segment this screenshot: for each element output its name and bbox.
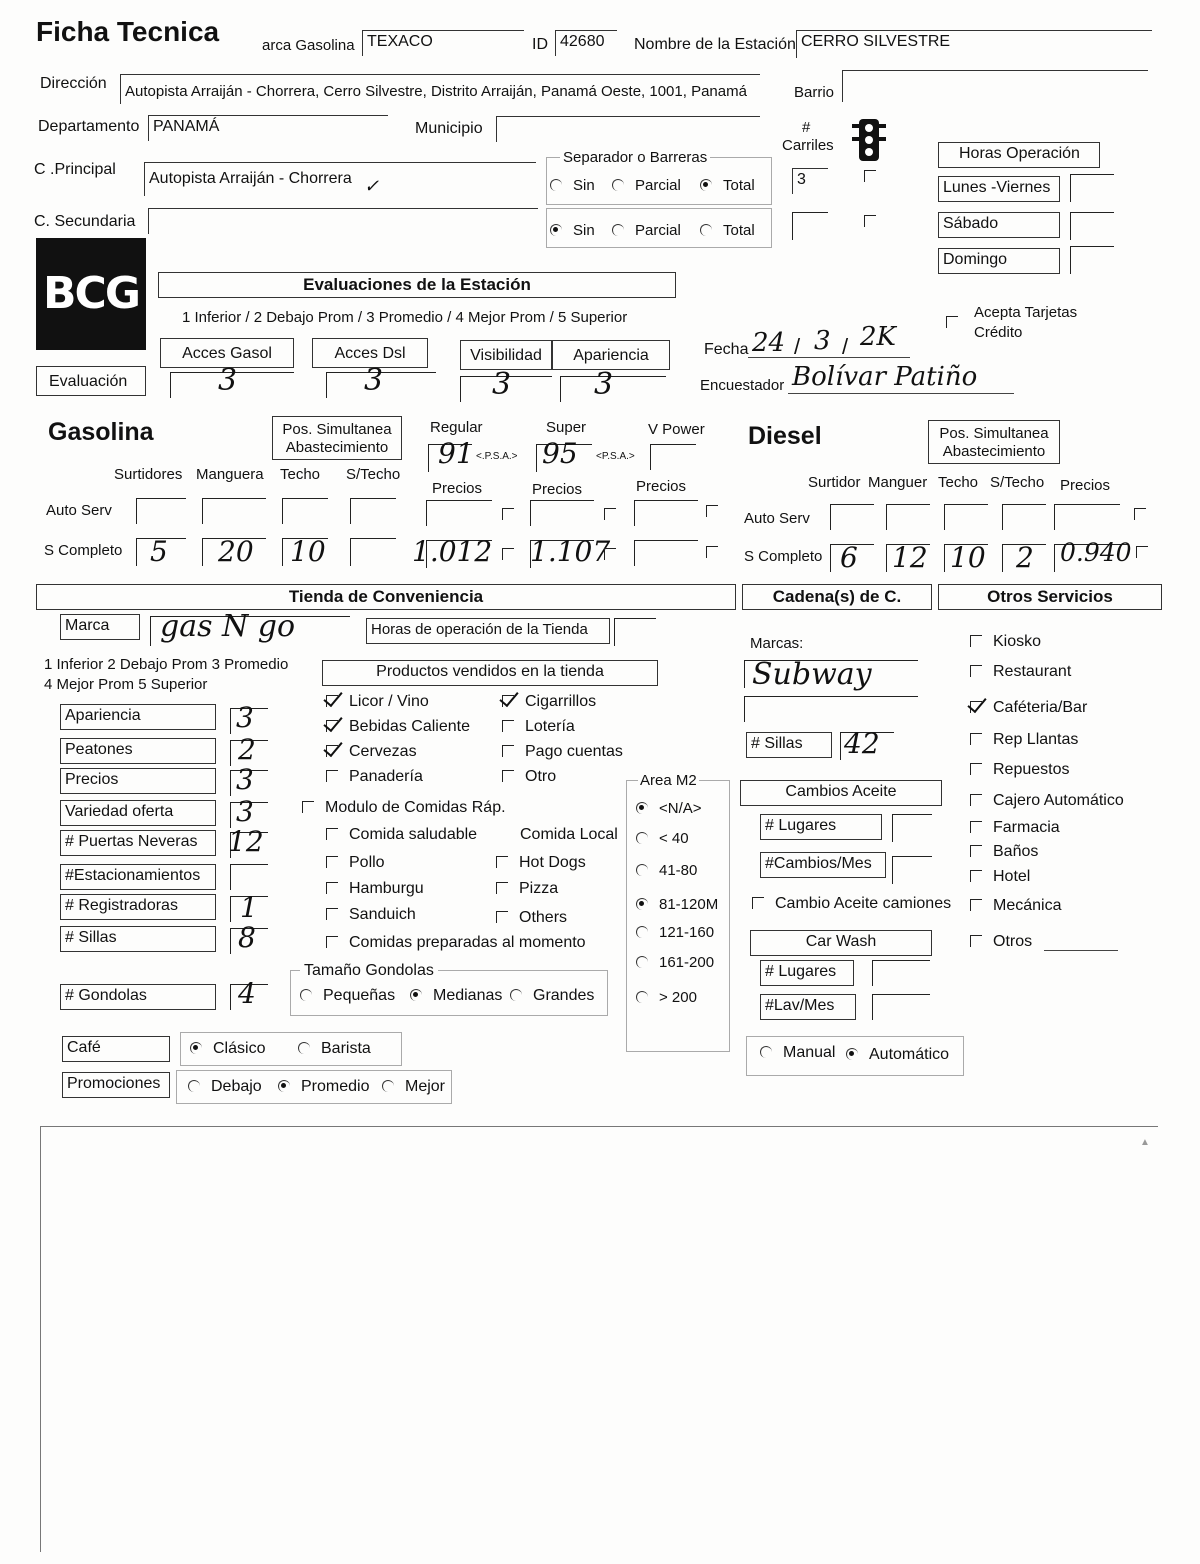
carriles-checkbox-2[interactable] xyxy=(864,215,876,227)
calle-secundaria-label: C. Secundaria xyxy=(34,213,136,230)
area-81-120[interactable]: 81-120M xyxy=(636,897,718,912)
precios-label-vpower: Precios xyxy=(636,478,687,495)
gas-sc-manguera-value: 20 xyxy=(218,535,254,568)
aceite-lugares-field[interactable] xyxy=(892,814,932,842)
producto-cervezas[interactable]: Cervezas xyxy=(326,744,417,760)
gas-sc-precio-super-value: 1.107 xyxy=(530,535,611,568)
promo-promedio[interactable]: Promedio xyxy=(278,1079,369,1095)
servicio-rep-llantas[interactable]: Rep Llantas xyxy=(970,732,1078,748)
precios-label-regular: Precios xyxy=(432,480,483,497)
acepta-tarjetas-label: Acepta Tarjetas xyxy=(974,304,1078,321)
acces-gasol-label: Acces Gasol xyxy=(160,338,294,368)
carwash-lav-field[interactable] xyxy=(872,994,930,1020)
super-label: Super xyxy=(546,419,587,436)
rating-value-sillas: 8 xyxy=(238,921,256,954)
rating-value-peatones: 2 xyxy=(238,733,256,766)
calle-principal-field[interactable]: Autopista Arraiján - Chorrera xyxy=(144,162,536,196)
fecha-slash-1: / xyxy=(794,334,801,359)
tamano-gondolas-title: Tamaño Gondolas xyxy=(300,963,438,979)
producto-otro[interactable]: Otro xyxy=(502,769,556,785)
gas-sc-precio-vpower[interactable] xyxy=(634,540,698,566)
acces-dsl-label: Acces Dsl xyxy=(312,338,428,368)
area-lt40[interactable]: < 40 xyxy=(636,831,689,846)
rating-label-estacionamientos: #Estacionamientos xyxy=(60,864,216,890)
carriles-field[interactable]: 3 xyxy=(792,168,828,194)
cadena-marcas-value: Subway xyxy=(752,657,872,692)
calle-secundaria-field[interactable] xyxy=(148,208,538,234)
horas-operacion-title: Horas Operación xyxy=(938,142,1100,168)
horas-tienda-field[interactable] xyxy=(614,618,656,646)
scroll-up-icon[interactable]: ▲ xyxy=(1140,1137,1150,1148)
cadena-sillas-label: # Sillas xyxy=(746,732,832,758)
servicio-mecanica[interactable]: Mecánica xyxy=(970,898,1061,914)
diesel-pos-line2: Abastecimiento xyxy=(942,443,1046,460)
servicio-repuestos[interactable]: Repuestos xyxy=(970,762,1070,778)
municipio-field[interactable] xyxy=(496,116,760,142)
marca-gasolina-label: arca Gasolina xyxy=(262,37,355,54)
comida-saludable[interactable]: Comida saludable xyxy=(326,827,477,843)
lunes-viernes-label: Lunes -Viernes xyxy=(938,176,1060,202)
gas-auto-serv-label: Auto Serv xyxy=(46,502,112,519)
gondolas-value: 4 xyxy=(238,977,256,1010)
gondolas-label: # Gondolas xyxy=(60,984,216,1010)
comida-pizza[interactable]: Pizza xyxy=(496,881,558,897)
page-title: Ficha Tecnica xyxy=(36,16,220,47)
comida-hamburgu[interactable]: Hamburgu xyxy=(326,881,424,897)
acces-dsl-value: 3 xyxy=(364,363,384,398)
apariencia-eval-value: 3 xyxy=(594,367,614,402)
evaluacion-label: Evaluación xyxy=(36,366,146,396)
horas-tienda-label: Horas de operación de la Tienda xyxy=(366,618,610,644)
gas-as-techo[interactable] xyxy=(282,498,328,524)
regular-octane-value: 91 xyxy=(438,437,474,470)
separador-sin-1[interactable]: Sin xyxy=(550,178,595,193)
surtidores-label: Surtidores xyxy=(114,466,183,483)
gas-as-precio-vpower[interactable] xyxy=(634,500,698,526)
carwash-lugares-field[interactable] xyxy=(872,960,930,986)
diesel-as-precio[interactable] xyxy=(1054,504,1120,530)
regular-label: Regular xyxy=(430,419,483,436)
gas-as-surtidores[interactable] xyxy=(136,498,186,524)
gas-s-completo-label: S Completo xyxy=(44,542,123,559)
diesel-as-manguer[interactable] xyxy=(886,504,930,530)
departamento-field[interactable]: PANAMÁ xyxy=(148,115,388,141)
lunes-viernes-field[interactable] xyxy=(1070,174,1114,202)
municipio-label: Municipio xyxy=(415,120,483,137)
rating-label-precios: Precios xyxy=(60,768,216,794)
barrio-label: Barrio xyxy=(794,84,835,101)
gas-as-vpower-check[interactable] xyxy=(706,505,718,517)
modulo-comidas-checkbox[interactable]: Modulo de Comidas Ráp. xyxy=(302,800,506,816)
gas-sc-regular-check[interactable] xyxy=(502,548,514,560)
gas-as-super-check[interactable] xyxy=(604,508,616,520)
promo-mejor[interactable]: Mejor xyxy=(382,1079,445,1095)
separador-parcial-2[interactable]: Parcial xyxy=(612,223,681,238)
bcg-logo: BCG xyxy=(36,238,146,350)
servicio-cafeteria[interactable]: Caféteria/Bar xyxy=(970,700,1087,716)
vpower-octane-field[interactable] xyxy=(650,444,696,470)
separador-parcial-1[interactable]: Parcial xyxy=(612,178,681,193)
marca-gasolina-field[interactable]: TEXACO xyxy=(362,30,524,56)
rating-label-sillas: # Sillas xyxy=(60,926,216,952)
manguera-label: Manguera xyxy=(196,466,264,483)
servicio-otros[interactable]: Otros xyxy=(970,934,1032,950)
rating-value-puertas: 12 xyxy=(228,825,264,858)
direccion-label: Dirección xyxy=(40,75,107,92)
encuestador-value: Bolívar Patiño xyxy=(792,362,978,392)
cadena-marcas-label: Marcas: xyxy=(750,635,804,652)
station-name-label: Nombre de la Estación xyxy=(634,36,796,53)
fecha-dia: 24 xyxy=(752,328,786,358)
area-161-200[interactable]: 161-200 xyxy=(636,955,714,970)
producto-cigarrillos[interactable]: Cigarrillos xyxy=(502,694,596,710)
departamento-label: Departamento xyxy=(38,118,140,135)
apariencia-eval-label: Apariencia xyxy=(552,340,670,370)
rating-value-precios: 3 xyxy=(236,763,254,796)
encuestador-line xyxy=(788,393,1014,394)
comida-local-label: Comida Local xyxy=(520,826,618,843)
techo-label: Techo xyxy=(280,466,321,483)
acepta-tarjetas-checkbox[interactable] xyxy=(946,316,958,328)
gas-sc-surtidores-value: 5 xyxy=(150,535,168,568)
aceite-cambios-label: #Cambios/Mes xyxy=(760,852,886,878)
fecha-slash-2: / xyxy=(842,334,849,359)
encuestador-label: Encuestador xyxy=(700,377,785,394)
diesel-title: Diesel xyxy=(748,422,822,450)
evaluaciones-title: Evaluaciones de la Estación xyxy=(158,272,676,298)
producto-bebidas[interactable]: Bebidas Caliente xyxy=(326,719,470,735)
diesel-sc-techo-value: 10 xyxy=(950,541,986,574)
check-mark-icon: ✓ xyxy=(364,176,380,197)
carriles-label: Carriles xyxy=(782,137,834,154)
visibilidad-label: Visibilidad xyxy=(460,340,552,370)
cadena-marcas-field-2[interactable] xyxy=(744,696,918,722)
productos-title: Productos vendidos en la tienda xyxy=(322,660,658,686)
rating-label-registradoras: # Registradoras xyxy=(60,894,216,920)
rating-label-variedad: Variedad oferta xyxy=(60,800,216,826)
gas-as-regular-check[interactable] xyxy=(502,508,514,520)
area-m2-group xyxy=(626,780,730,1052)
producto-licor[interactable]: Licor / Vino xyxy=(326,694,429,710)
gas-as-stecho[interactable] xyxy=(350,498,396,524)
diesel-precios-label: Precios xyxy=(1060,477,1111,494)
gondola-grandes[interactable]: Grandes xyxy=(510,988,594,1004)
rating-label-puertas: # Puertas Neveras xyxy=(60,830,216,856)
precios-label-super: Precios xyxy=(532,481,583,498)
diesel-as-techo[interactable] xyxy=(944,504,988,530)
direccion-field[interactable]: Autopista Arraiján - Chorrera, Cerro Silvestre, Distrito Arraiján, Panamá Oeste, 1001, Panamá xyxy=(120,74,760,104)
fecha-anio: 2K xyxy=(860,322,896,352)
diesel-as-surtidor[interactable] xyxy=(830,504,874,530)
sabado-label: Sábado xyxy=(938,212,1060,238)
rating-label-apariencia: Apariencia xyxy=(60,704,216,730)
comida-hotdogs[interactable]: Hot Dogs xyxy=(496,855,586,871)
diesel-sc-precio-value: 0.940 xyxy=(1060,538,1132,567)
comida-pollo[interactable]: Pollo xyxy=(326,855,385,871)
comida-others[interactable]: Others xyxy=(496,910,567,926)
gas-sc-techo-value: 10 xyxy=(290,535,326,568)
servicio-kiosko[interactable]: Kiosko xyxy=(970,634,1041,650)
area-121-160[interactable]: 121-160 xyxy=(636,925,714,940)
gasolina-pos-simultanea xyxy=(272,416,402,460)
servicio-cajero[interactable]: Cajero Automático xyxy=(970,793,1124,809)
aceite-lugares-label: # Lugares xyxy=(760,814,882,840)
calle-principal-label: C .Principal xyxy=(34,161,116,178)
diesel-auto-serv-label: Auto Serv xyxy=(744,510,810,527)
gasolina-title: Gasolina xyxy=(48,418,154,446)
rating-value-registradoras: 1 xyxy=(240,891,258,924)
super-octane-value: 95 xyxy=(542,437,578,470)
barrio-field[interactable] xyxy=(842,70,1148,102)
cadena-title: Cadena(s) de C. xyxy=(742,584,932,610)
carwash-manual[interactable]: Manual xyxy=(760,1045,835,1061)
servicio-restaurant[interactable]: Restaurant xyxy=(970,664,1071,680)
rating-field-estacionamientos[interactable] xyxy=(230,864,268,890)
traffic-light-icon xyxy=(852,118,886,162)
tienda-title: Tienda de Conveniencia xyxy=(36,584,736,610)
cafe-barista[interactable]: Barista xyxy=(298,1041,371,1057)
carriles-field-2[interactable] xyxy=(792,212,828,240)
tienda-scale-1: 1 Inferior 2 Debajo Prom 3 Promedio xyxy=(44,656,289,673)
cambios-aceite-title: Cambios Aceite xyxy=(740,780,942,806)
rating-value-variedad: 3 xyxy=(236,795,254,828)
servicio-hotel[interactable]: Hotel xyxy=(970,869,1030,885)
aceite-cambios-field[interactable] xyxy=(892,856,932,884)
otros-line xyxy=(1044,950,1118,951)
comida-sanduich[interactable]: Sanduich xyxy=(326,907,416,923)
otros-servicios-title: Otros Servicios xyxy=(938,584,1162,610)
area-na[interactable]: <N/A> xyxy=(636,801,702,816)
diesel-manguer-label: Manguer xyxy=(868,474,928,491)
super-psa: <P.S.A.> xyxy=(596,451,635,462)
carriles-hash: # xyxy=(802,119,811,136)
vpower-label: V Power xyxy=(648,421,705,438)
producto-loteria[interactable]: Lotería xyxy=(502,719,575,735)
area-gt200[interactable]: > 200 xyxy=(636,990,697,1005)
domingo-field[interactable] xyxy=(1070,246,1114,274)
rating-label-peatones: Peatones xyxy=(60,738,216,764)
notes-textarea[interactable] xyxy=(40,1126,1156,1552)
diesel-as-check[interactable] xyxy=(1134,508,1146,520)
tienda-scale-2: 4 Mejor Prom 5 Superior xyxy=(44,676,208,693)
diesel-pos-simultanea xyxy=(928,420,1060,464)
evaluaciones-scale: 1 Inferior / 2 Debajo Prom / 3 Promedio / 4 Mejor Prom / 5 Superior xyxy=(182,309,628,326)
sabado-field[interactable] xyxy=(1070,212,1114,240)
producto-panaderia[interactable]: Panadería xyxy=(326,769,423,785)
carriles-checkbox[interactable] xyxy=(864,170,876,182)
tienda-marca-value: gas N go xyxy=(160,609,296,644)
regular-psa: <.P.S.A.> xyxy=(476,451,518,462)
diesel-sc-surtidor-value: 6 xyxy=(840,541,858,574)
visibilidad-value: 3 xyxy=(492,367,512,402)
carwash-automatico[interactable]: Automático xyxy=(846,1047,949,1063)
diesel-as-stecho[interactable] xyxy=(1002,504,1046,530)
gas-sc-super-check[interactable] xyxy=(604,548,616,560)
station-name-field[interactable]: CERRO SILVESTRE xyxy=(796,30,1152,58)
fecha-mes: 3 xyxy=(814,326,831,356)
area-41-80[interactable]: 41-80 xyxy=(636,863,697,878)
cafe-clasico[interactable]: Clásico xyxy=(190,1041,265,1057)
gondola-pequenas[interactable]: Pequeñas xyxy=(300,988,395,1004)
cadena-sillas-value: 42 xyxy=(844,727,880,760)
diesel-sc-check[interactable] xyxy=(1136,546,1148,558)
diesel-pos-line1: Pos. Simultanea xyxy=(939,425,1049,442)
gas-as-precio-regular[interactable] xyxy=(426,500,492,526)
gas-sc-stecho[interactable] xyxy=(350,538,396,566)
rating-value-apariencia: 3 xyxy=(236,701,254,734)
diesel-techo-label: Techo xyxy=(938,474,979,491)
gas-as-precio-super[interactable] xyxy=(530,500,594,526)
cafe-label: Café xyxy=(62,1036,170,1062)
comidas-preparadas[interactable]: Comidas preparadas al momento xyxy=(326,935,586,951)
gondola-medianas[interactable]: Medianas xyxy=(410,988,502,1004)
tienda-marca-label: Marca xyxy=(60,614,140,640)
id-field[interactable]: 42680 xyxy=(555,30,617,56)
separador-total-2[interactable]: Total xyxy=(700,223,755,238)
area-m2-title: Area M2 xyxy=(640,772,697,789)
carwash-lugares-label: # Lugares xyxy=(760,960,854,986)
diesel-surtidor-label: Surtidor xyxy=(808,474,861,491)
gas-sc-vpower-check[interactable] xyxy=(706,546,718,558)
gas-sc-precio-regular-value: 1.012 xyxy=(412,535,493,568)
producto-pago-cuentas[interactable]: Pago cuentas xyxy=(502,744,623,760)
separador-sin-2[interactable]: Sin xyxy=(550,223,595,238)
separador-title: Separador o Barreras xyxy=(560,150,710,165)
fecha-label: Fecha xyxy=(704,341,749,358)
stecho-label: S/Techo xyxy=(346,466,401,483)
diesel-s-completo-label: S Completo xyxy=(744,548,823,565)
acces-gasol-value: 3 xyxy=(218,363,238,398)
servicio-farmacia[interactable]: Farmacia xyxy=(970,820,1060,836)
separador-total-1[interactable]: Total xyxy=(700,178,755,193)
gasolina-pos-line2: Abastecimiento xyxy=(285,439,389,456)
acepta-credito-label: Crédito xyxy=(974,324,1023,341)
diesel-sc-stecho-value: 2 xyxy=(1016,541,1034,574)
gasolina-pos-line1: Pos. Simultanea xyxy=(282,421,392,438)
promociones-label: Promociones xyxy=(62,1072,170,1098)
id-label: ID xyxy=(532,36,548,53)
domingo-label: Domingo xyxy=(938,248,1060,274)
promo-debajo[interactable]: Debajo xyxy=(188,1079,262,1095)
aceite-camiones-checkbox[interactable]: Cambio Aceite camiones xyxy=(752,896,951,912)
diesel-stecho-label: S/Techo xyxy=(990,474,1045,491)
carwash-title: Car Wash xyxy=(750,930,932,956)
gas-as-manguera[interactable] xyxy=(202,498,266,524)
carwash-lav-label: #Lav/Mes xyxy=(760,994,856,1020)
servicio-banos[interactable]: Baños xyxy=(970,844,1038,860)
diesel-sc-manguer-value: 12 xyxy=(892,541,928,574)
